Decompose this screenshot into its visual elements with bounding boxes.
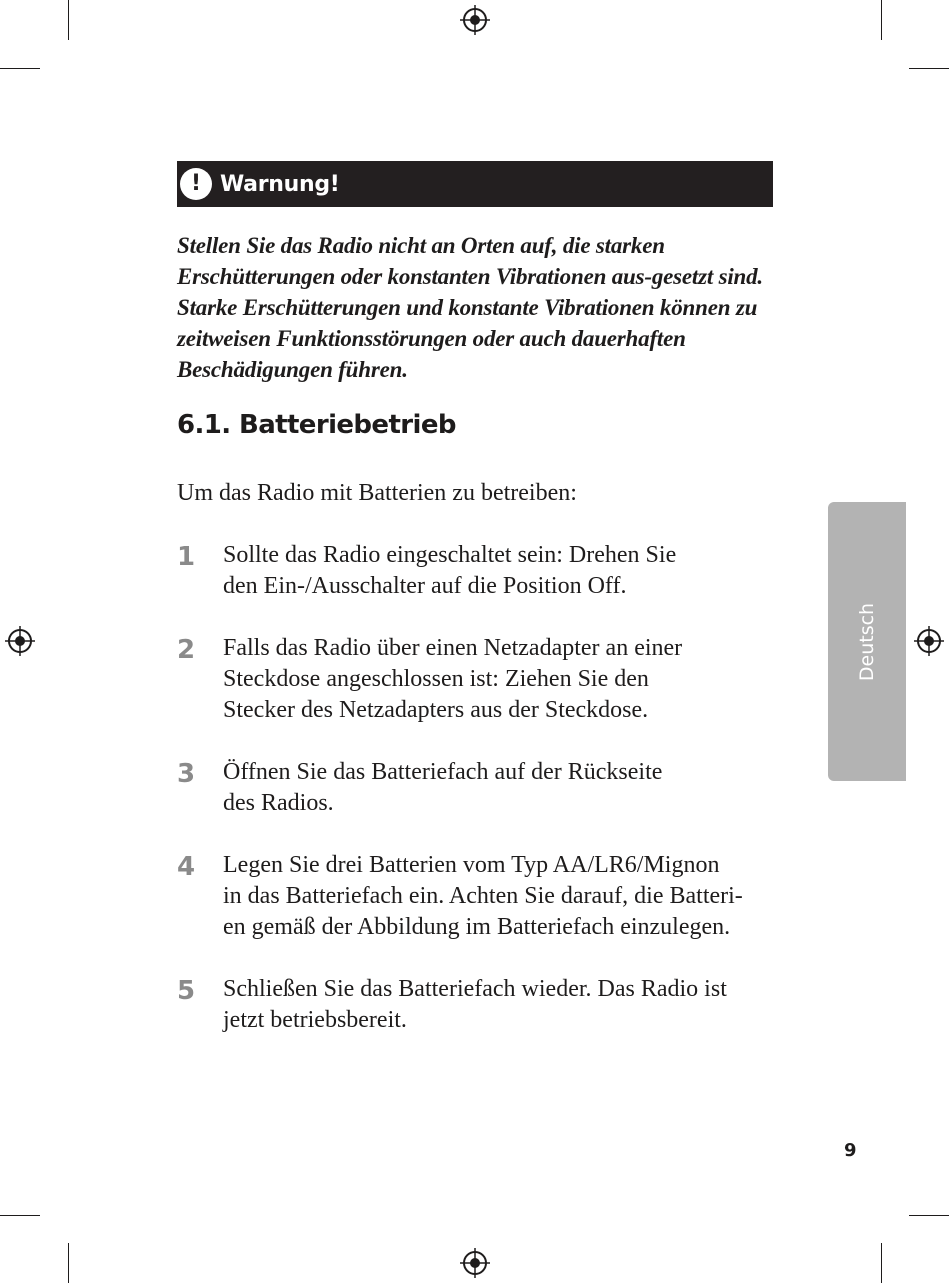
step-number: 1 <box>177 542 196 572</box>
step-text: Sollte das Radio eingeschaltet sein: Drehen Sie den Ein-/Ausschalter auf die Position Off. <box>223 542 677 599</box>
registration-mark-icon <box>914 626 944 656</box>
warning-text: Stellen Sie das Radio nicht an Orten auf, die starken Erschütterungen oder konstanten Vibrationen aus-gesetzt sind. Starke Erschütterungen und konstante Vibrationen können zu zeitweisen Funktionsstörungen oder auch dauerhaften Beschädigungen führen. <box>177 233 763 382</box>
step-text: Öffnen Sie das Batteriefach auf der Rückseite des Radios. <box>223 759 663 816</box>
warning-title: Warnung! <box>220 171 340 197</box>
crop-mark <box>0 1215 40 1216</box>
crop-mark <box>68 0 69 40</box>
crop-mark <box>0 68 40 69</box>
section-intro: Um das Radio mit Batterien zu betreiben: <box>177 480 577 506</box>
language-tab-label: Deutsch <box>856 602 878 681</box>
registration-mark-icon <box>5 626 35 656</box>
crop-mark <box>909 1215 949 1216</box>
step-number: 5 <box>177 976 196 1006</box>
language-tab <box>828 502 906 781</box>
step-number: 4 <box>177 852 196 882</box>
step-number: 2 <box>177 635 196 665</box>
crop-mark <box>909 68 949 69</box>
exclamation-icon: ! <box>180 168 212 200</box>
registration-mark-icon <box>460 5 490 35</box>
warning-banner <box>177 161 773 207</box>
crop-mark <box>881 0 882 40</box>
crop-mark <box>881 1243 882 1283</box>
step-number: 3 <box>177 759 196 789</box>
step-text: Schließen Sie das Batteriefach wieder. Das Radio ist jetzt betriebsbereit. <box>223 976 727 1033</box>
section-heading: 6.1. Batteriebetrieb <box>177 410 456 440</box>
crop-mark <box>68 1243 69 1283</box>
step-text: Falls das Radio über einen Netzadapter an einer Steckdose angeschlossen ist: Ziehen Sie den Stecker des Netzadapters aus der Steckdose. <box>223 635 683 723</box>
step-text: Legen Sie drei Batterien vom Typ AA/LR6/Mignon in das Batteriefach ein. Achten Sie darauf, die Batteri- en gemäß der Abbildung im Batteriefach einzulegen. <box>223 852 743 940</box>
registration-mark-icon <box>460 1248 490 1278</box>
page-number: 9 <box>844 1140 857 1161</box>
